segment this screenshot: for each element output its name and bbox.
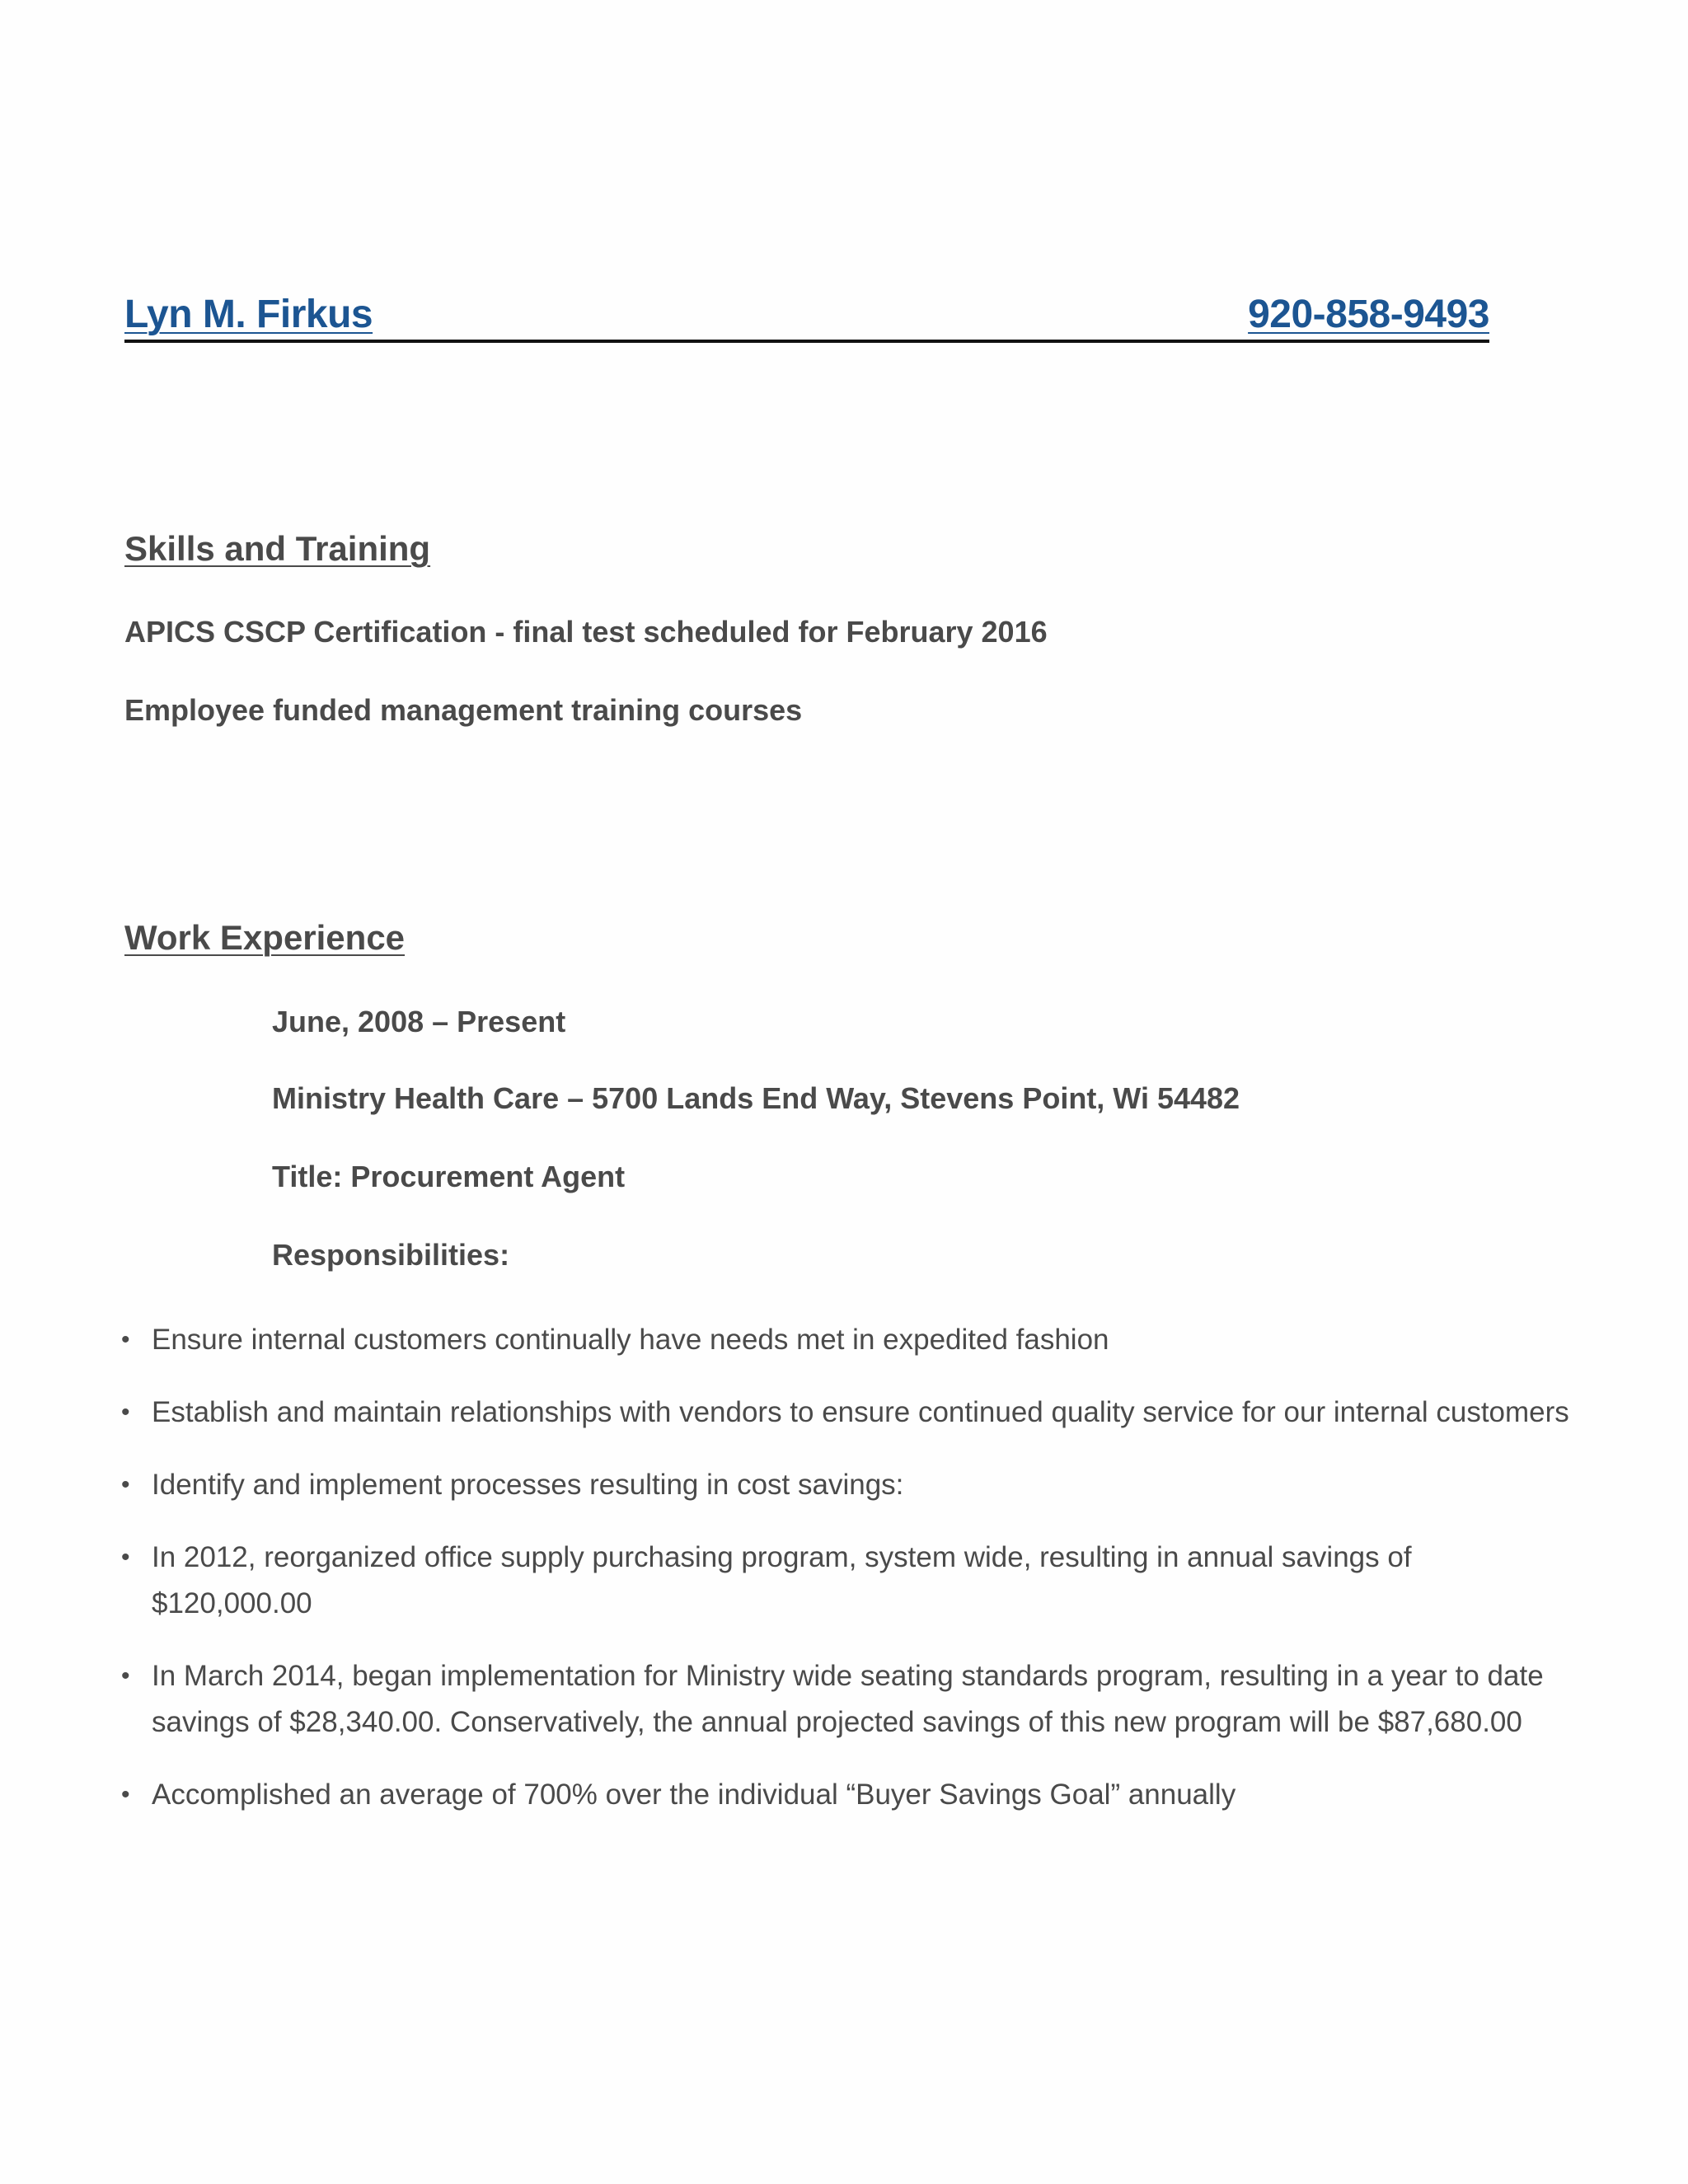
bullet-icon: • (121, 1326, 130, 1353)
list-item-text: Establish and maintain relationships with vendors to ensure continued quality service for our internal customers (152, 1396, 1569, 1428)
list-item (121, 1390, 1572, 1436)
list-item (121, 1772, 1572, 1818)
list-item-text: Ensure internal customers continually have needs met in expedited fashion (152, 1324, 1109, 1356)
resume-header (124, 290, 1489, 343)
work-experience-heading: Work Experience (124, 918, 406, 957)
skill-item: Employee funded management training courses (124, 693, 803, 727)
bullet-icon: • (121, 1662, 130, 1690)
list-item (121, 1317, 1572, 1363)
list-item (121, 1653, 1572, 1746)
list-item-text: In March 2014, began implementation for Ministry wide seating standards program, resulting in a year to date savings of $28,340.00. Conservatively, the annual projected savings of this new program will be $87,680.00 (152, 1660, 1544, 1738)
responsibilities-list (121, 1317, 1572, 1844)
skill-item: APICS CSCP Certification - final test scheduled for February 2016 (124, 615, 1048, 649)
list-item-text: Identify and implement processes resulting in cost savings: (152, 1469, 904, 1501)
bullet-icon: • (121, 1781, 130, 1808)
job-title: Title: Procurement Agent (272, 1160, 626, 1193)
candidate-name: Lyn M. Firkus (124, 293, 373, 336)
phone-number: 920-858-9493 (1248, 293, 1489, 336)
list-item-text: In 2012, reorganized office supply purchasing program, system wide, resulting in annual savings of $120,000.00 (152, 1541, 1412, 1619)
responsibilities-label: Responsibilities: (272, 1238, 510, 1272)
list-item (121, 1535, 1572, 1627)
job-dates: June, 2008 – Present (272, 1005, 566, 1038)
bullet-icon: • (121, 1471, 130, 1498)
list-item (121, 1462, 1572, 1508)
list-item-text: Accomplished an average of 700% over the individual “Buyer Savings Goal” annually (152, 1779, 1236, 1811)
bullet-icon: • (121, 1399, 130, 1426)
bullet-icon: • (121, 1544, 130, 1571)
employer-address: Ministry Health Care – 5700 Lands End Way, Stevens Point, Wi 54482 (272, 1081, 1240, 1115)
skills-heading: Skills and Training (124, 529, 431, 568)
